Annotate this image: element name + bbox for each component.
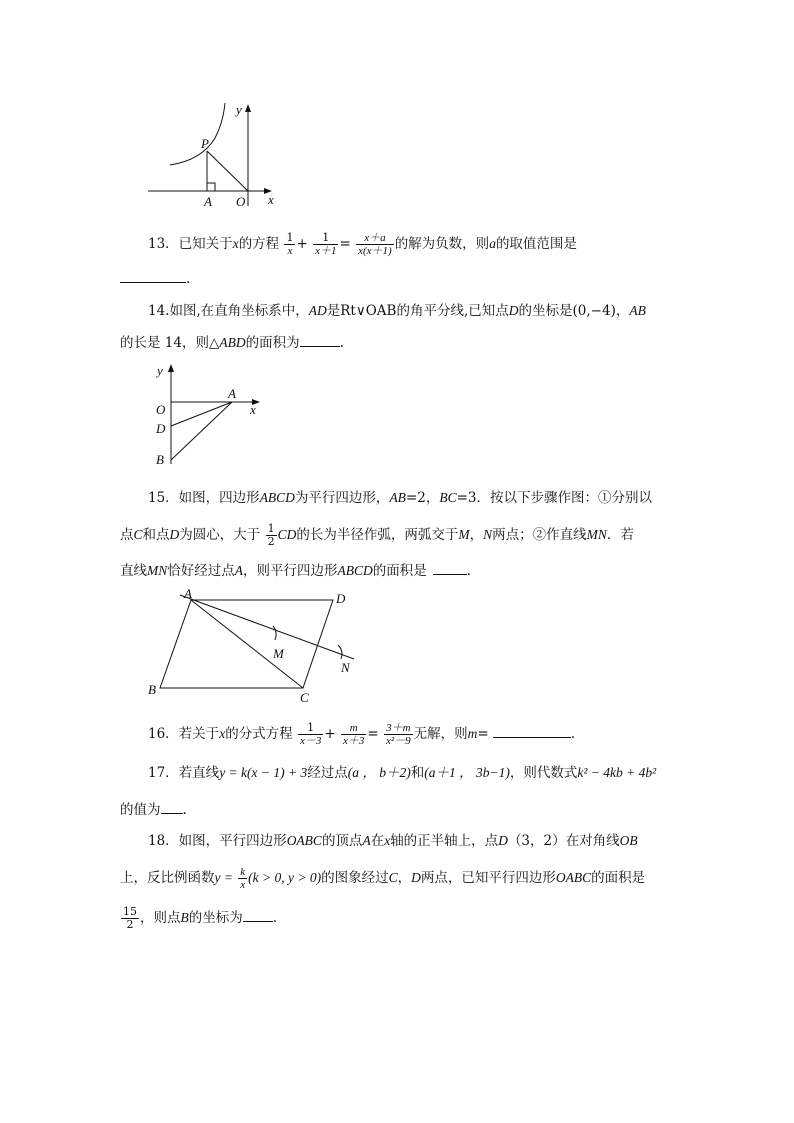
arc-mark-m — [273, 626, 276, 640]
label-p: P — [201, 136, 209, 151]
hyperbola-curve — [170, 103, 225, 165]
fraction-m-over-x-plus-3: $\frac{m}{x+3}$ — [342, 722, 365, 747]
segment-ab — [171, 402, 232, 460]
label-o: O — [236, 194, 246, 209]
question-16: 16．若关于x的分式方程 $\frac{1}{x-3}$ + $\frac{m}{x+3}$ = $\frac{3+m}{\text{x²－9}}$ 无解，则m= . — [148, 721, 576, 747]
figure-q14 — [150, 362, 270, 472]
label-m: M — [273, 646, 284, 661]
label-d: D — [156, 421, 166, 436]
fraction-15-over-2: $\frac{15}{2}$ — [123, 905, 137, 931]
question-18-line-2: 上，反比例函数y = $\frac{k}{x}$ (k > 0, y > 0)的图象经过C，D两点，已知平行四边形OABC的面积是 — [120, 866, 646, 891]
y-axis-arrow-icon — [168, 364, 174, 372]
label-b: B — [148, 682, 156, 697]
line-mn — [180, 595, 354, 659]
right-angle-mark — [207, 183, 215, 191]
question-15-line-3: 直线MN恰好经过点A，则平行四边形ABCD的面积是 ． — [120, 563, 481, 579]
label-y: y — [236, 102, 242, 117]
label-a: A — [184, 586, 192, 601]
question-18-line-1: 18．如图，平行四边形OABC的顶点A在x轴的正半轴上，点D（3，2）在对角线OB — [148, 833, 638, 849]
fraction-1-over-x: $\frac{1}{x}$ — [286, 231, 294, 257]
label-n: N — [341, 660, 350, 675]
answer-blank-13: . — [120, 270, 190, 288]
fraction-1-over-x-plus-1: $\frac{1}{x+1}$ — [315, 231, 337, 257]
fraction-k-over-x: $\frac{k}{x}$ — [240, 866, 246, 891]
label-d: D — [336, 591, 346, 606]
question-14-line-2: 的长是 14，则△ABD的面积为 . — [120, 335, 344, 351]
figure-q15 — [140, 586, 380, 708]
fraction-x-plus-a: $\frac{x+a}{x(x+1)}$ — [358, 232, 392, 257]
question-13: 13．已知关于x的方程 $\frac{1}{x}$ + $\frac{1}{x+1}$ = $\frac{x+a}{x(x+1)}$ 的解为负数，则a的取值范围是 — [148, 231, 577, 257]
question-18-line-3: $\frac{15}{2}$ ，则点B的坐标为 . — [123, 905, 278, 931]
label-a: A — [228, 386, 236, 401]
label-o: O — [156, 402, 166, 417]
label-b: B — [156, 452, 164, 467]
segment-po — [207, 151, 248, 191]
label-y: y — [157, 363, 163, 378]
label-x: x — [250, 402, 256, 417]
arc-mark-n — [338, 645, 342, 659]
question-15-line-2: 点C和点D为圆心，大于 $\frac{1}{2}$ CD的长为半径作弧，两弧交于M，N两点；②作直线MN．若 — [120, 522, 634, 548]
label-a: A — [204, 194, 212, 209]
question-17-line-2: 的值为 . — [120, 802, 187, 818]
question-15-line-1: 15．如图，四边形ABCD为平行四边形，AB=2，BC=3．按以下步骤作图：①分别以 — [148, 490, 653, 506]
label-c: C — [300, 690, 309, 705]
fraction-1-over-x-minus-3: $\frac{1}{x-3}$ — [299, 721, 322, 747]
label-x: x — [268, 192, 274, 207]
diagonal-ac — [191, 600, 303, 688]
segment-ad — [171, 402, 232, 426]
fraction-one-half: $\frac{1}{2}$ — [267, 522, 275, 548]
figure-q12 — [140, 98, 290, 210]
fraction-3-plus-m: $\frac{3+m}{\text{x²－9}}$ — [385, 722, 411, 747]
question-17-line-1: 17．若直线y = k(x − 1) + 3经过点(a ， b＋2)和(a＋1 ， 3b−1)，则代数式k² − 4kb + 4b² — [148, 765, 657, 781]
question-14-line-1: 14.如图,在直角坐标系中，AD是Rt∨OAB的角平分线,已知点D的坐标是(0,−4)，AB — [148, 303, 646, 319]
y-axis-arrow-icon — [245, 104, 251, 112]
